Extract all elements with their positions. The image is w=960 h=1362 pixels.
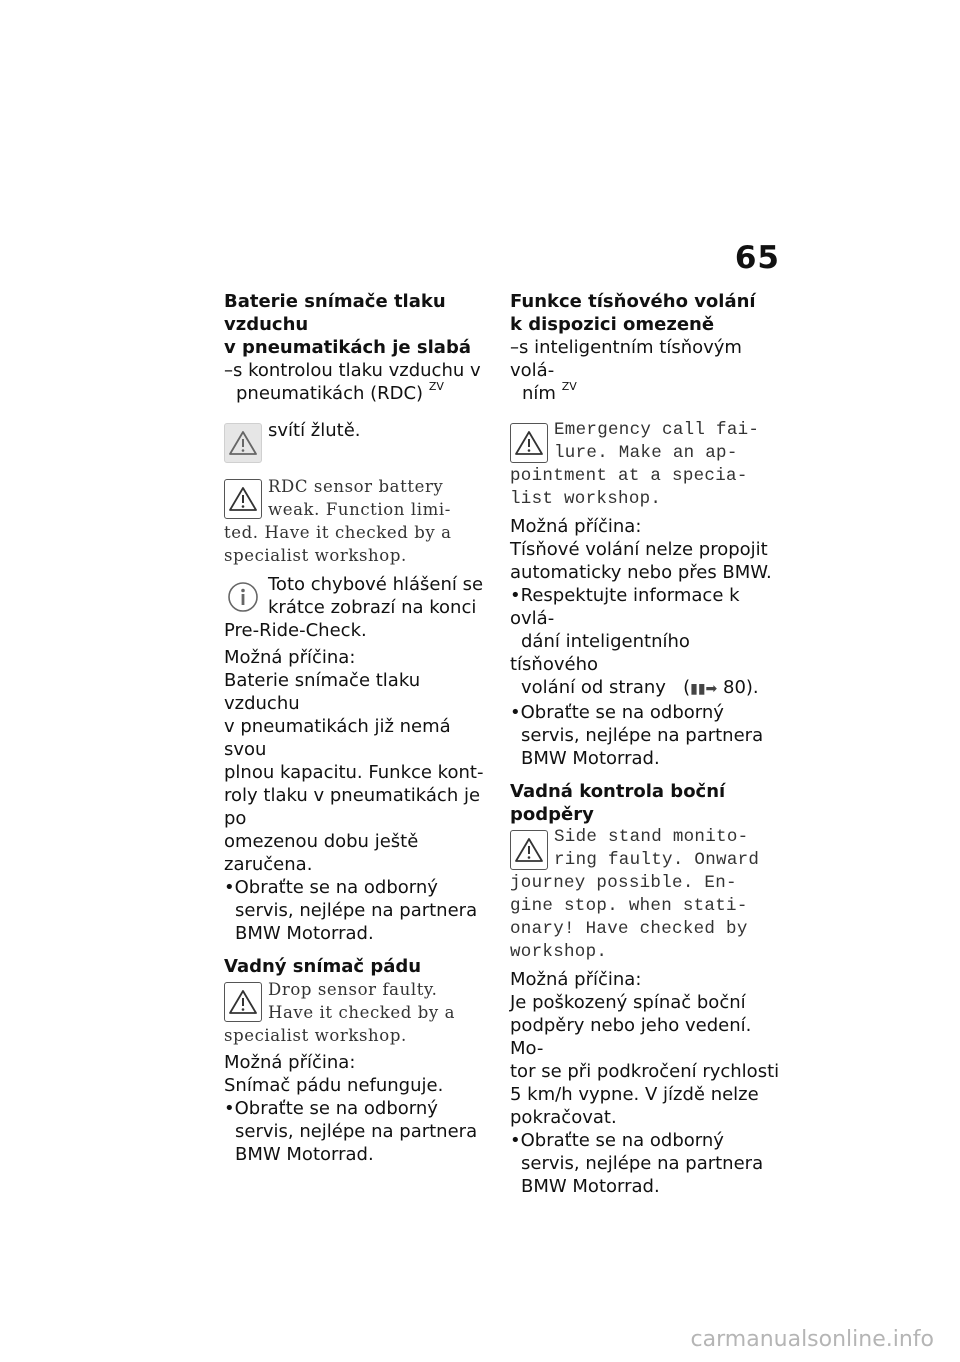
warning-triangle-icon <box>224 982 262 1022</box>
page-number: 65 <box>734 240 780 276</box>
cause-text: Je poškozený spínač boční podpěry nebo jeho vedení. Mo- tor se při podkročení rychlosti 5 km/h vypne. V jízdě nelze pokračovat. <box>510 992 780 1128</box>
yellow-indicator-block: svítí žlutě. <box>224 419 494 465</box>
side-stand-message-block <box>510 826 782 964</box>
page-reference-link[interactable]: (▮▮➡ 80). <box>671 677 759 698</box>
rdc-condition: –s kontrolou tlaku vzduchu v pneumatikách (RDC) $^{ZV}$ <box>224 360 481 404</box>
bullet-item: •Obraťte se na odborný servis, nejlépe na partnera BMW Motorrad. <box>224 1098 478 1165</box>
info-icon <box>224 577 262 617</box>
warning-triangle-icon <box>510 830 548 870</box>
bullet-item: •Obraťte se na odborný servis, nejlépe na partnera BMW Motorrad. <box>224 877 478 944</box>
right-column <box>510 290 782 1198</box>
section-title-emergency-call: Funkce tísňového volání k dispozici omezeně <box>510 291 756 335</box>
emergency-display-message: Emergency call fai- lure. Make an ap- pointment at a specia- list workshop. <box>510 420 760 509</box>
cause-text: Tísňové volání nelze propojit automaticky nebo přes BMW. <box>510 539 772 583</box>
side-stand-display-message: Side stand monito- ring faulty. Onward journey possible. En- gine stop. when stati- onary! Have checked by workshop. <box>510 827 760 962</box>
cause-label: Možná příčina: <box>510 969 642 990</box>
warning-triangle-icon <box>224 479 262 519</box>
emergency-message-block <box>510 419 782 511</box>
rdc-display-message: RDC sensor battery weak. Function limi- ted. Have it checked by a specialist workshop. <box>224 477 452 565</box>
watermark: carmanualsonline.info <box>690 1327 934 1352</box>
rdc-message-block <box>224 475 494 567</box>
warning-triangle-icon <box>510 423 548 463</box>
emergency-condition: –s inteligentním tísňovým volá- ním $^{ZV}$ <box>510 337 742 404</box>
cause-text: Snímač pádu nefunguje. <box>224 1075 444 1096</box>
drop-sensor-message-block <box>224 978 494 1047</box>
cause-label: Možná příčina: <box>510 516 642 537</box>
section-title-rdc: Baterie snímače tlaku vzduchu v pneumatikách je slabá <box>224 291 471 358</box>
cause-label: Možná příčina: <box>224 1052 356 1073</box>
warning-triangle-icon <box>224 423 262 463</box>
bullet-item: •Obraťte se na odborný servis, nejlépe na partnera BMW Motorrad. <box>510 702 764 769</box>
bullet-item: •Obraťte se na odborný servis, nejlépe na partnera BMW Motorrad. <box>510 1130 764 1197</box>
section-title-drop-sensor: Vadný snímač pádu <box>224 956 422 977</box>
section-title-side-stand: Vadná kontrola boční podpěry <box>510 781 726 825</box>
cause-text: Baterie snímače tlaku vzduchu v pneumatikách již nemá svou plnou kapacitu. Funkce kont- roly tlaku v pneumatikách je po omezenou dobu ještě zaručena. <box>224 670 484 875</box>
cause-label: Možná příčina: <box>224 647 356 668</box>
arrow-right-icon: ▮▮➡ <box>690 681 718 697</box>
drop-sensor-display-message: Drop sensor faulty. Have it checked by a specialist workshop. <box>224 980 456 1045</box>
bullet-item: •Respektujte informace k ovlá- dání inteligentního tísňového volání od strany (▮▮➡ 80). <box>510 585 759 698</box>
info-note-block: Toto chybové hlášení se krátce zobrazí na konci Pre-Ride-Check. <box>224 574 484 641</box>
left-column <box>224 290 494 1166</box>
